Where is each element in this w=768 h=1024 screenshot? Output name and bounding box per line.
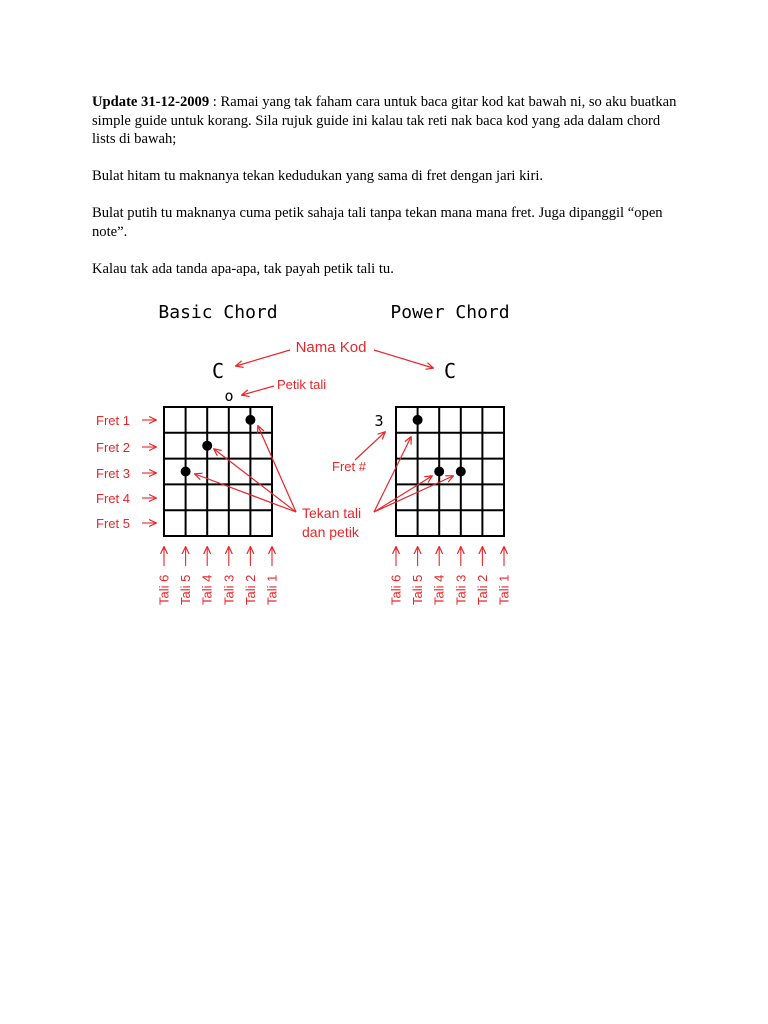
update-separator: : [209,94,221,110]
fret-label: Fret 4 [96,491,130,506]
fret-number-label: Fret # [332,459,366,474]
finger-dot [245,415,255,425]
basic-chord-dots [181,415,256,477]
basic-chord-grid [164,407,272,536]
update-label: Update 31-12-2009 [92,94,210,110]
finger-dot [456,467,466,477]
press-arrows [195,426,453,512]
string-label: Tali 1 [264,574,280,605]
basic-chord-name: C [211,359,225,383]
string-label: Tali 6 [156,574,172,605]
press-label-line-2: dan petik [302,524,359,540]
finger-dot [434,467,444,477]
power-chord-grid [396,407,504,536]
finger-dot [181,467,191,477]
string-label: Tali 4 [199,574,215,605]
fret-label: Fret 2 [96,440,130,455]
intro-text: Ramai yang tak faham cara untuk baca gitar kod kat bawah ni, so aku buatkan simple guide untuk korang. Sila rujuk guide ini kalau tak reti nak baca kod yang ada dalam chord lists di bawah; [92,94,677,147]
document-text [92,93,677,297]
string-label: Tali 5 [410,574,426,605]
string-label: Tali 4 [431,574,447,605]
fret-number-arrow [355,432,385,460]
fret-label: Fret 3 [96,466,130,481]
intro-paragraph [92,93,677,149]
power-string-labels [389,547,512,605]
chord-name-arrow-power [374,350,433,368]
finger-dot [202,441,212,451]
chord-name-label: Nama Kod [295,339,367,356]
fret-labels [96,413,156,531]
no-mark-explanation: Kalau tak ada tanda apa-apa, tak payah petik tali tu. [92,260,394,277]
open-string-marker: o [224,387,234,405]
open-string-label: Petik tali [277,377,327,392]
power-chord-title: Power Chord [390,302,510,323]
basic-string-labels [157,547,280,605]
string-label: Tali 2 [474,574,490,605]
string-label: Tali 5 [178,574,194,605]
open-string-arrow [242,386,274,395]
chord-guide-diagram [0,290,768,620]
power-chord-name: C [443,359,457,383]
black-dot-explanation: Bulat hitam tu maknanya tekan kedudukan yang sama di fret dengan jari kiri. [92,168,544,184]
chord-name-arrow-basic [236,350,290,366]
string-label: Tali 2 [242,574,258,605]
basic-chord-title: Basic Chord [158,302,278,323]
finger-dot [413,415,423,425]
white-dot-explanation: Bulat putih tu maknanya cuma petik sahaja tali tanpa tekan mana mana fret. Juga dipanggil “open note”. [92,205,663,240]
string-label: Tali 1 [496,574,512,605]
fret-number: 3 [374,412,384,430]
string-label: Tali 3 [453,574,469,605]
string-label: Tali 3 [221,574,237,605]
fret-label: Fret 1 [96,413,130,428]
string-label: Tali 6 [388,574,404,605]
press-label-line-1: Tekan tali [302,505,362,521]
fret-label: Fret 5 [96,516,130,531]
